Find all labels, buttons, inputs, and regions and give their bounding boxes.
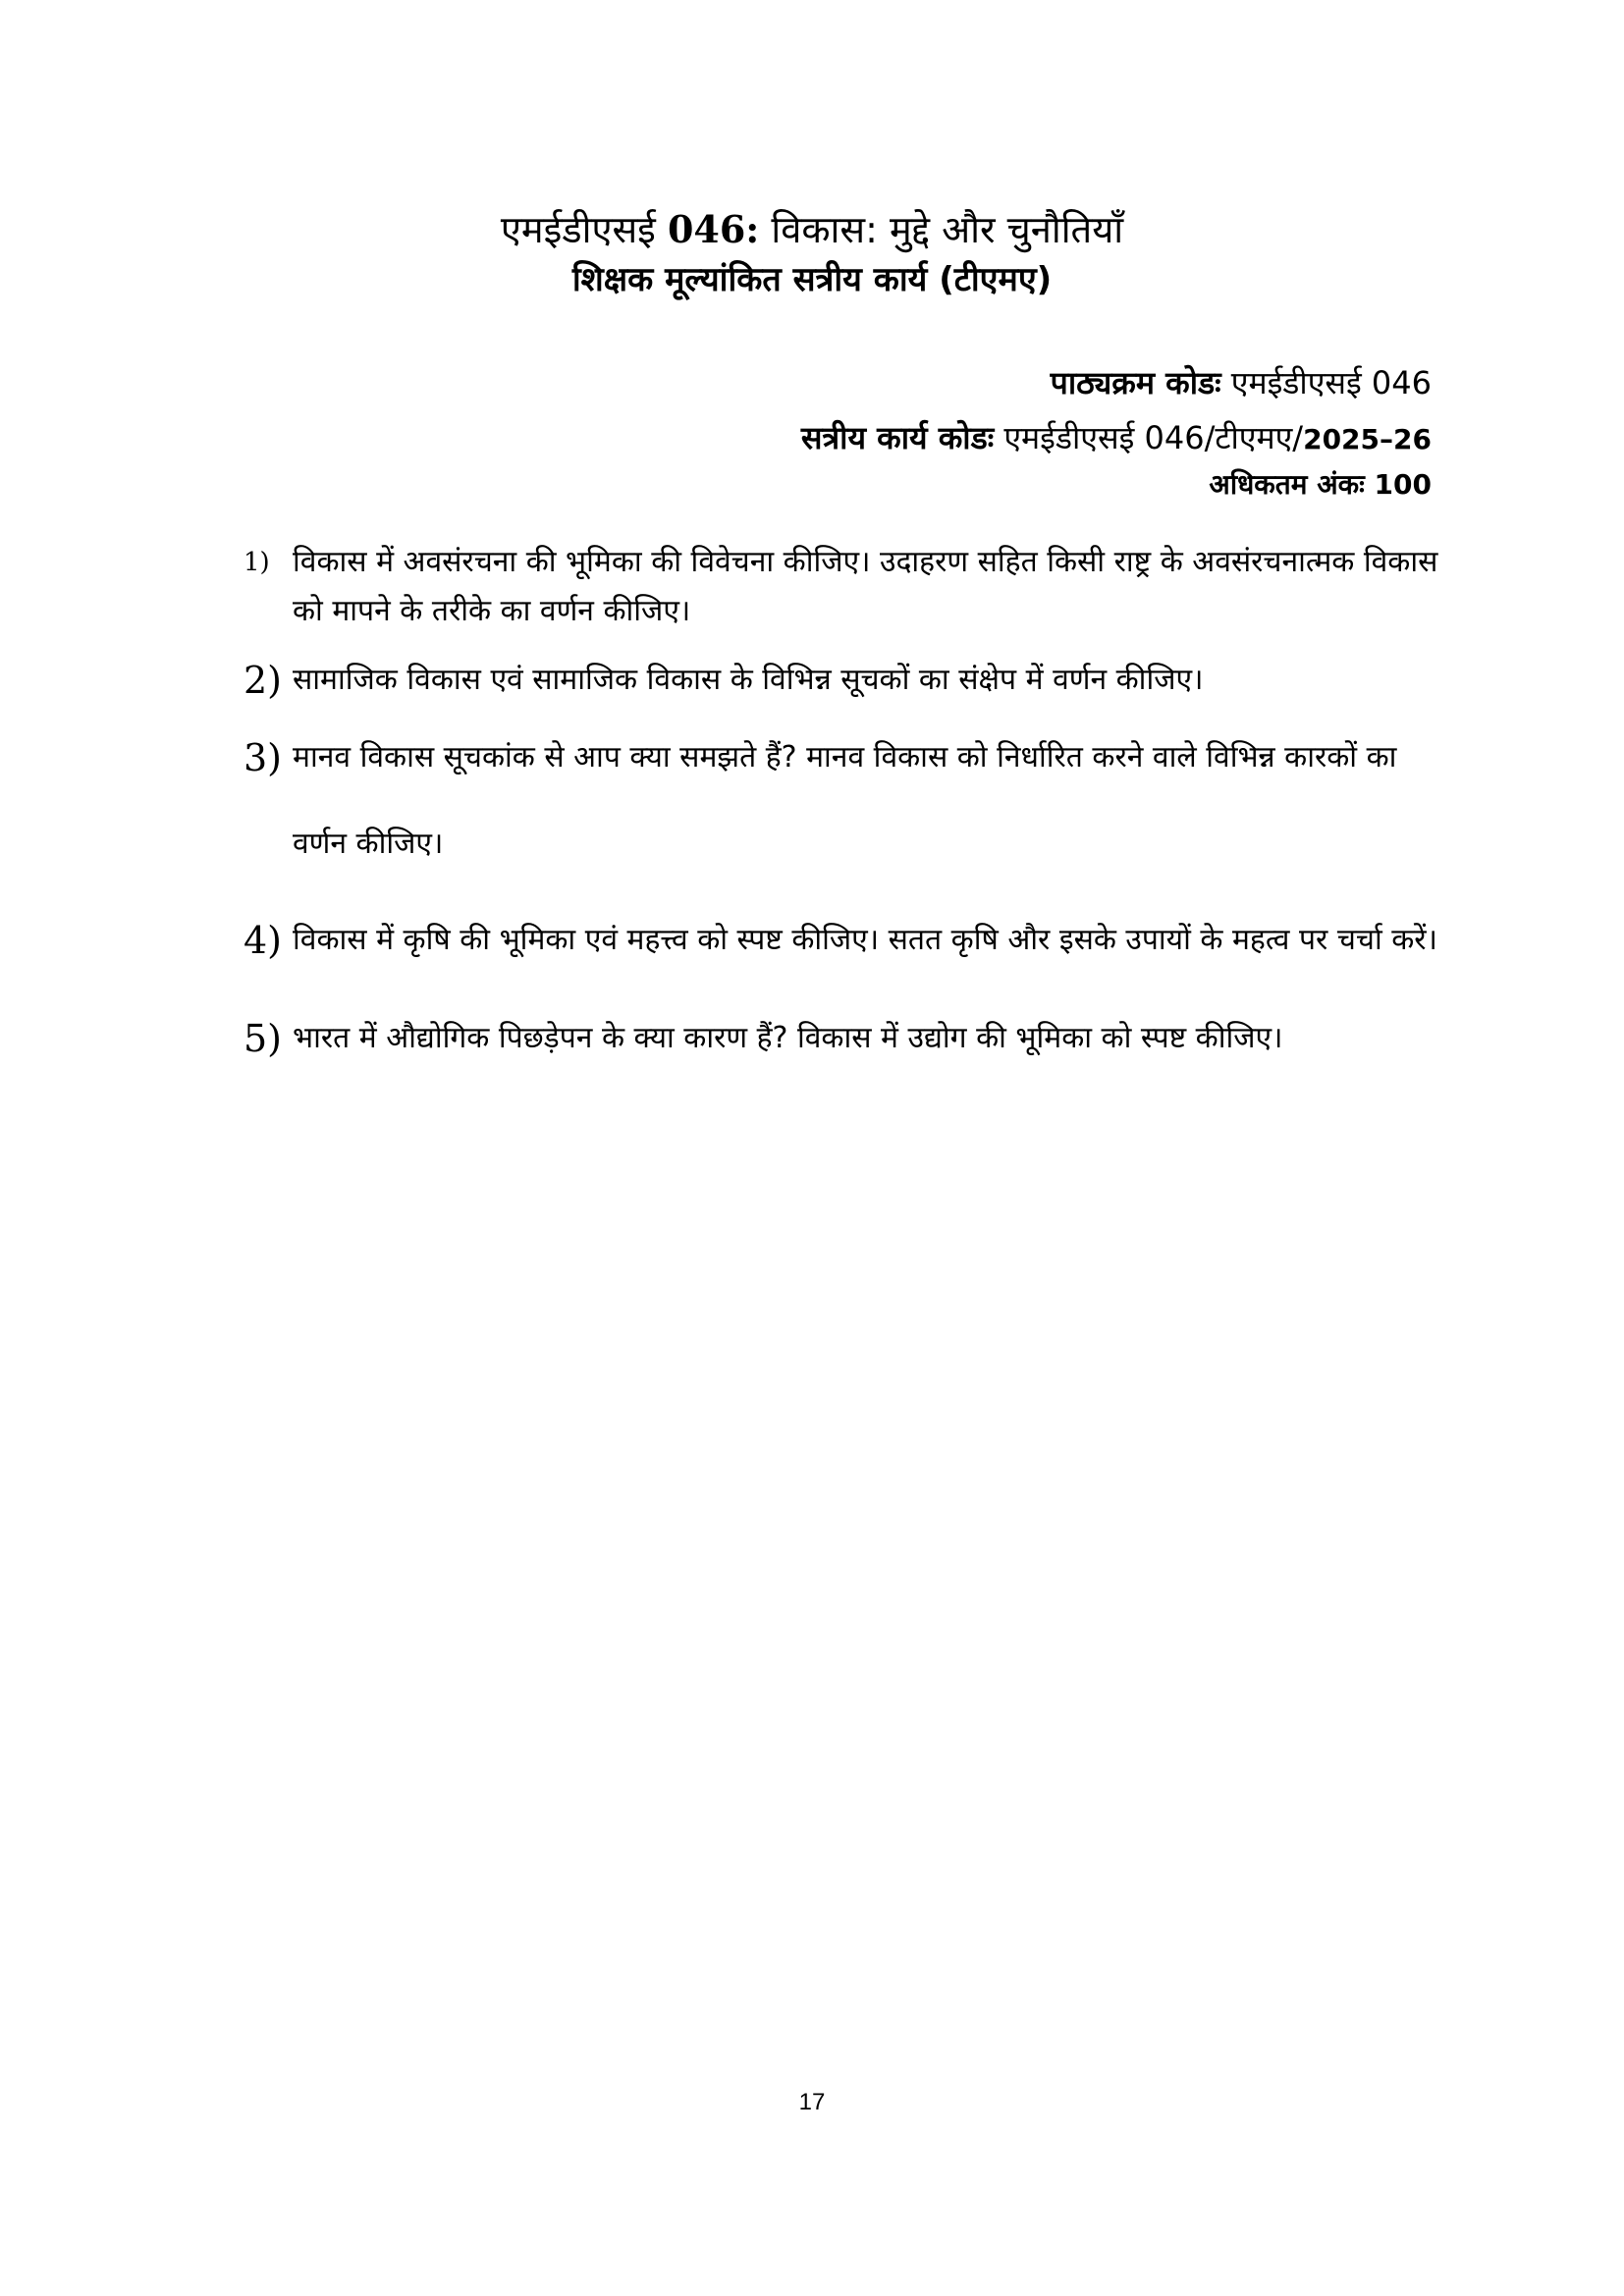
question-number: 2) <box>244 659 283 702</box>
question-number: 4) <box>244 919 283 962</box>
course-code-line <box>1051 361 1432 404</box>
max-marks-value: 100 <box>1374 468 1432 501</box>
max-marks-line <box>1209 465 1432 505</box>
course-code-value: एमईडीएसई 046 <box>1230 364 1432 401</box>
page-number: 17 <box>798 2089 826 2115</box>
question-item <box>244 538 1441 636</box>
question-text: भारत में औद्योगिक पिछड़ेपन के क्या कारण हैं? विकास में उद्योग की भूमिका को स्पष्ट कीजिए। <box>293 1021 1283 1055</box>
course-code-label: पाठ्यक्रम कोडः <box>1050 364 1221 401</box>
title-prefix: एमईडीएसई <box>500 208 656 251</box>
question-item <box>244 715 1441 887</box>
question-list <box>244 538 1441 1082</box>
assignment-code-value: एमईडीएसई 046/टीएमए/ <box>1003 419 1304 456</box>
question-text: विकास में अवसंरचना की भूमिका की विवेचना कीजिए। उदाहरण सहित किसी राष्ट्र के अवसंरचनात्मक विकास को मापने के तरीके का वर्णन कीजिए। <box>293 545 1438 628</box>
question-text: सामाजिक विकास एवं सामाजिक विकास के विभिन्न सूचकों का संक्षेप में वर्णन कीजिए। <box>293 663 1204 697</box>
assignment-year: 2025–26 <box>1303 423 1432 455</box>
assignment-code-label: सत्रीय कार्य कोडः <box>800 419 995 456</box>
document-title <box>0 204 1624 255</box>
title-text: विकास: मुद्दे और चुनौतियाँ <box>771 208 1124 251</box>
question-number: 5) <box>244 1017 283 1060</box>
question-item <box>244 656 1441 705</box>
assignment-code-line <box>801 416 1432 461</box>
title-code: 046: <box>667 207 760 251</box>
question-item <box>244 897 1441 984</box>
question-number: 3) <box>244 736 283 779</box>
question-text: विकास में कृषि की भूमिका एवं महत्त्व को स्पष्ट कीजिए। सतत कृषि और इसके उपायों के महत्व पर चर्चा करें। <box>293 923 1437 957</box>
question-item <box>244 995 1441 1082</box>
question-text: मानव विकास सूचकांक से आप क्या समझते हैं? मानव विकास को निर्धारित करने वाले विभिन्न कारकों का वर्णन कीजिए। <box>293 740 1397 861</box>
max-marks-label: अधिकतम अंकः <box>1209 468 1365 501</box>
document-subtitle: शिक्षक मूल्यांकित सत्रीय कार्य (टीएमए) <box>571 260 1053 299</box>
question-number: 1) <box>244 548 270 577</box>
